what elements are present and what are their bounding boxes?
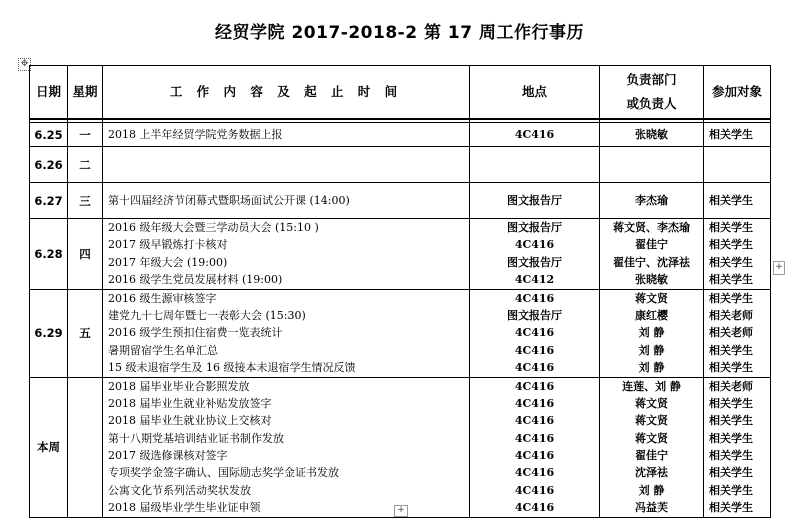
target-cell <box>704 289 771 377</box>
target-item: 相关学生 <box>709 238 753 252</box>
header-place: 地点 <box>470 66 600 120</box>
owner-item: 翟佳宁、沈泽祛 <box>613 255 690 269</box>
target-item: 相关学生 <box>709 431 753 445</box>
place-item: 4C416 <box>514 343 555 357</box>
task-item: 2018 届毕业毕业合影照发放 <box>108 379 250 393</box>
target-item: 相关老师 <box>709 308 753 322</box>
place-item: 图文报告厅 <box>507 194 562 207</box>
owner-item: 冯益芙 <box>635 501 668 515</box>
task-item: 2017 年级大会 (19:00) <box>108 255 228 269</box>
task-item: 专项奖学金签字确认、国际励志奖学金证书发放 <box>108 466 339 480</box>
task-item: 2018 届毕业生就业补贴发放签字 <box>108 396 272 410</box>
place-cell <box>470 219 600 290</box>
schedule-body <box>30 123 771 518</box>
add-row-icon[interactable]: + <box>394 505 408 517</box>
schedule-row <box>30 123 771 147</box>
task-item: 2017 级早锻炼打卡核对 <box>108 238 228 252</box>
owner-item: 蒋文贤 <box>635 396 668 410</box>
target-item: 相关学生 <box>709 361 753 375</box>
header-work-content: 工 作 内 容 及 起 止 时 间 <box>103 66 470 120</box>
owner-cell <box>600 183 704 219</box>
place-cell <box>470 123 600 147</box>
owner-item: 翟佳宁 <box>635 238 668 252</box>
place-item: 4C416 <box>514 238 555 252</box>
place-item: 4C416 <box>514 361 555 375</box>
task-item: 第十四届经济节闭幕式暨职场面试公开课 (14:00) <box>108 194 350 207</box>
owner-item: 刘 静 <box>638 343 665 357</box>
header-target: 参加对象 <box>704 66 771 120</box>
owner-item: 张晓敏 <box>635 273 668 287</box>
task-item <box>108 147 469 182</box>
target-item: 相关学生 <box>709 449 753 463</box>
date-cell: 6.28 <box>30 219 68 290</box>
task-item: 2016 级年级大会暨三学动员大会 (15:10 ) <box>108 221 319 234</box>
work-cell <box>103 219 470 290</box>
target-cell <box>704 123 771 147</box>
date-cell: 本周 <box>30 377 68 517</box>
owner-item: 蒋文贤、李杰瑜 <box>613 221 690 234</box>
work-cell <box>103 183 470 219</box>
task-item: 2016 级学生预扣住宿费一览表统计 <box>108 326 283 340</box>
place-item: 4C416 <box>514 291 555 305</box>
place-item: 4C416 <box>514 483 555 497</box>
place-cell <box>470 289 600 377</box>
owner-item: 刘 静 <box>638 483 665 497</box>
place-item: 4C416 <box>514 128 555 141</box>
task-item: 2018 届级毕业学生毕业证申领 <box>108 501 261 515</box>
task-item: 2018 上半年经贸学院党务数据上报 <box>108 128 283 141</box>
place-item: 4C416 <box>514 501 555 515</box>
schedule-row <box>30 147 771 183</box>
target-item: 相关学生 <box>709 221 753 234</box>
target-item: 相关学生 <box>709 194 753 207</box>
target-item <box>709 147 770 182</box>
work-cell <box>103 289 470 377</box>
target-cell <box>704 377 771 517</box>
place-cell <box>470 377 600 517</box>
task-item: 2018 届毕业生就业协议上交核对 <box>108 414 272 428</box>
target-cell <box>704 219 771 290</box>
date-cell: 6.29 <box>30 289 68 377</box>
header-owner-line2: 或负责人 <box>626 96 677 111</box>
task-item: 建党九十七周年暨七一表彰大会 (15:30) <box>108 308 306 322</box>
date-cell: 6.25 <box>30 123 68 147</box>
weekday-cell: 五 <box>68 289 103 377</box>
task-item: 2016 级生源审核签字 <box>108 291 217 305</box>
task-item: 2016 级学生党员发展材料 (19:00) <box>108 273 283 287</box>
place-item: 图文报告厅 <box>507 308 562 322</box>
owner-item: 刘 静 <box>638 326 665 340</box>
place-item: 图文报告厅 <box>507 221 562 234</box>
target-item: 相关学生 <box>709 414 753 428</box>
place-item: 4C416 <box>514 431 555 445</box>
task-item: 暑期留宿学生名单汇总 <box>108 343 218 357</box>
work-cell <box>103 147 470 183</box>
target-item: 相关老师 <box>709 379 753 393</box>
owner-item: 翟佳宁 <box>635 449 668 463</box>
document-title: 经贸学院 2017-2018-2 第 17 周工作行事历 <box>215 23 584 43</box>
place-item <box>470 147 599 182</box>
header-weekday: 星期 <box>68 66 103 120</box>
add-column-icon[interactable]: + <box>773 261 785 275</box>
owner-item: 张晓敏 <box>635 128 668 141</box>
header-date: 日期 <box>30 66 68 120</box>
target-item: 相关学生 <box>709 128 753 141</box>
work-cell <box>103 377 470 517</box>
target-item: 相关老师 <box>709 326 753 340</box>
owner-cell <box>600 123 704 147</box>
weekday-cell: 一 <box>68 123 103 147</box>
place-item: 图文报告厅 <box>507 255 562 269</box>
schedule-row <box>30 289 771 377</box>
weekday-cell: 三 <box>68 183 103 219</box>
header-owner-line1: 负责部门 <box>626 72 677 87</box>
owner-item: 蒋文贤 <box>635 431 668 445</box>
owner-cell <box>600 147 704 183</box>
weekday-cell: 二 <box>68 147 103 183</box>
target-item: 相关学生 <box>709 291 753 305</box>
target-item: 相关学生 <box>709 343 753 357</box>
owner-item <box>600 147 703 182</box>
table-header-row <box>30 66 771 120</box>
task-item: 公寓文化节系列活动奖状发放 <box>108 483 251 497</box>
table-move-handle-icon[interactable]: ✥ <box>18 58 31 71</box>
header-owner <box>600 66 704 120</box>
owner-item: 沈泽祛 <box>635 466 668 480</box>
target-item: 相关学生 <box>709 273 753 287</box>
date-cell: 6.26 <box>30 147 68 183</box>
target-item: 相关学生 <box>709 466 753 480</box>
place-item: 4C416 <box>514 396 555 410</box>
weekday-cell <box>68 377 103 517</box>
owner-item: 康红樱 <box>635 308 668 322</box>
owner-cell <box>600 377 704 517</box>
place-item: 4C416 <box>514 414 555 428</box>
owner-item: 刘 静 <box>638 361 665 375</box>
target-item: 相关学生 <box>709 483 753 497</box>
target-item: 相关学生 <box>709 255 753 269</box>
place-cell <box>470 147 600 183</box>
owner-cell <box>600 219 704 290</box>
owner-cell <box>600 289 704 377</box>
task-item: 2017 级选修课核对签字 <box>108 449 228 463</box>
target-cell <box>704 147 771 183</box>
task-item: 15 级未退宿学生及 16 级接本未退宿学生情况反馈 <box>108 361 356 375</box>
schedule-row <box>30 183 771 219</box>
weekday-cell: 四 <box>68 219 103 290</box>
place-item: 4C412 <box>514 273 555 287</box>
schedule-row <box>30 219 771 290</box>
owner-item: 李杰瑜 <box>635 194 668 207</box>
schedule-row <box>30 377 771 517</box>
task-item: 第十八期党基培训结业证书制作发放 <box>108 431 284 445</box>
place-item: 4C416 <box>514 449 555 463</box>
target-cell <box>704 183 771 219</box>
date-cell: 6.27 <box>30 183 68 219</box>
owner-item: 连莲、刘 静 <box>622 379 681 393</box>
owner-item: 蒋文贤 <box>635 414 668 428</box>
target-item: 相关学生 <box>709 501 753 515</box>
work-cell <box>103 123 470 147</box>
place-cell <box>470 183 600 219</box>
place-item: 4C416 <box>514 379 555 393</box>
weekly-schedule-table <box>29 65 771 518</box>
place-item: 4C416 <box>514 466 555 480</box>
owner-item: 蒋文贤 <box>635 291 668 305</box>
target-item: 相关学生 <box>709 396 753 410</box>
place-item: 4C416 <box>514 326 555 340</box>
